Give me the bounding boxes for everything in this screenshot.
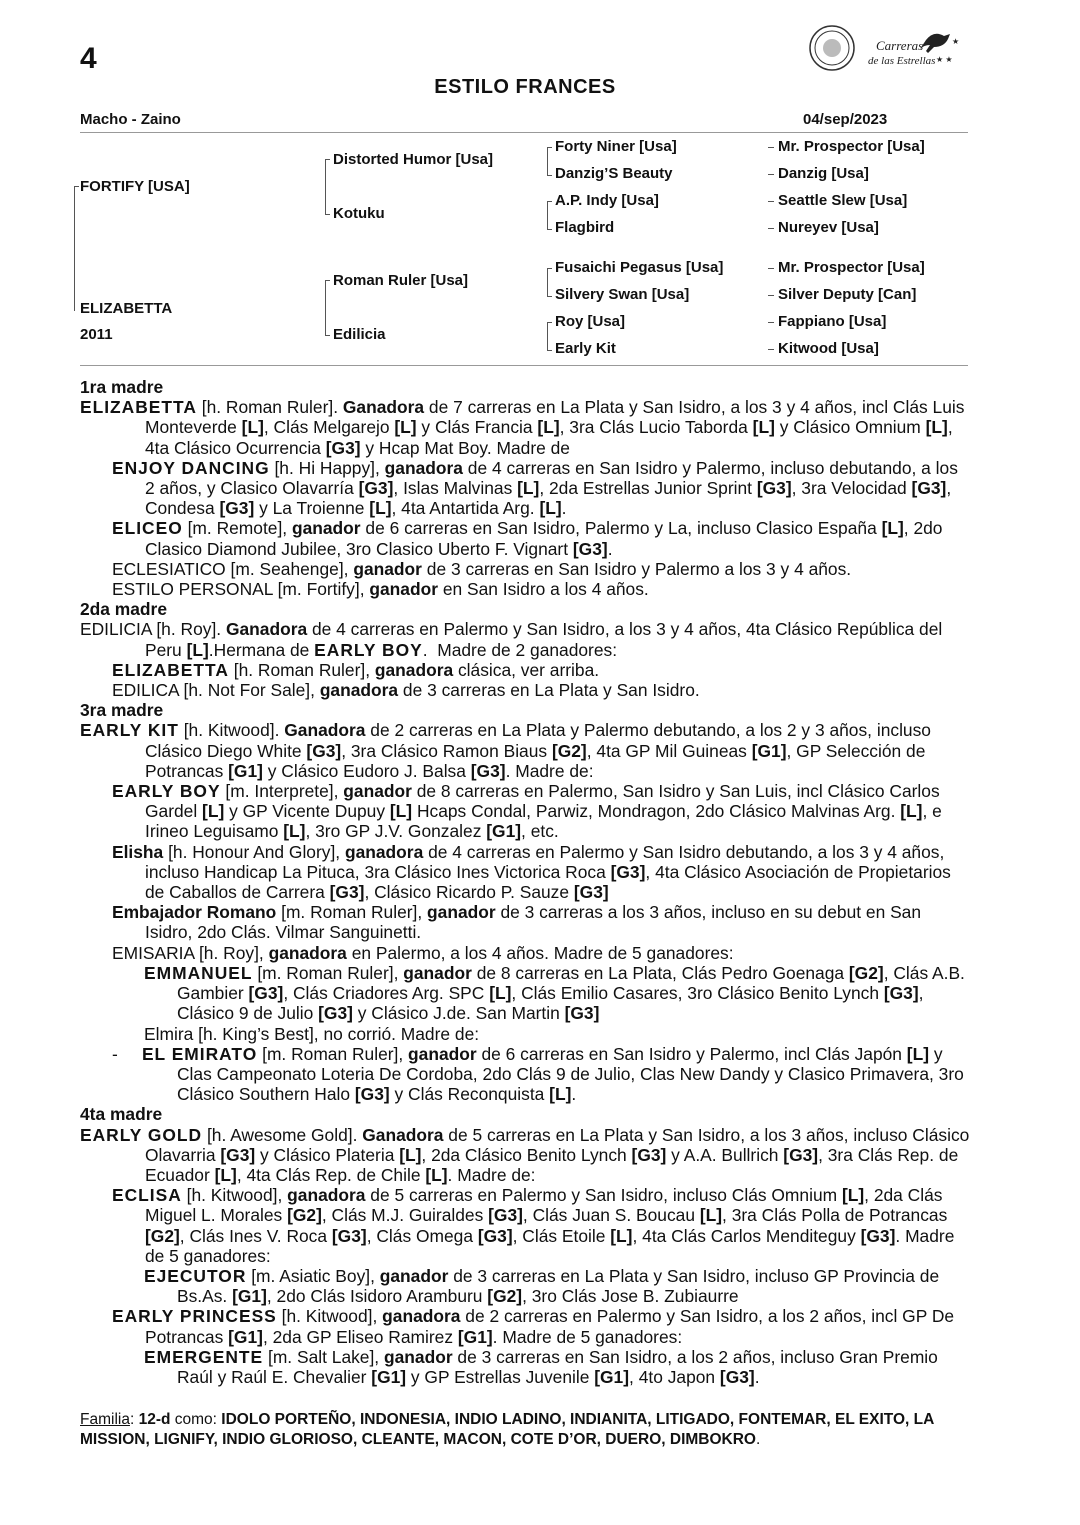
sale-date: 04/sep/2023	[803, 111, 888, 128]
familia-como: como:	[174, 1411, 217, 1428]
entry-edilica: EDILICA [h. Not For Sale], ganadora de 3 carreras en La Plata y San Isidro.	[112, 680, 700, 701]
gen3-bracket-2	[547, 201, 552, 230]
gen4-dash	[768, 295, 774, 296]
entry-early-gold: EARLY GOLD [h. Awesome Gold]. Ganadora de 5 carreras en La Plata y San Isidro, a los 3 años, incluso Clásico Olavarria [G3] y Clásico Plateria [L], 2da Clásico Benito Lynch [G3] y A.A. Bullrich [G3], 3ra Clás Rep. de Ecuador [L], 4ta Clás Rep. de Chile [L]. Madre de:	[80, 1124, 970, 1185]
entry-emmanuel: EMMANUEL [m. Roman Ruler], ganador de 8 carreras en La Plata, Clás Pedro Goenaga [G2], Clás A.B. Gambier [G3], Clás Criadores Arg. SPC [L], Clás Emilio Casares, 3ro Clásico Benito Lynch [G3], Clásico 9 de Julio [G3] y Clásico J.de. San Martin [G3]	[144, 962, 965, 1024]
entry-enjoy-dancing: ENJOY DANCING [h. Hi Happy], ganadora de 4 carreras en San Isidro y Palermo, incluso debutando, a los 2 años, y Clasico Olavarría [G3], Islas Malvinas [L], 2da Estrellas Junior Sprint [G3], 3ra Velocidad [G3], Condesa [G3] y La Troienne [L], 4ta Antartida Arg. [L].	[112, 457, 958, 519]
family-notes	[80, 377, 970, 1387]
svg-text:Carreras: Carreras	[876, 38, 924, 53]
entry-emergente: EMERGENTE [m. Salt Lake], ganador de 3 carreras en San Isidro, a los 2 años, incluso Gran Premio Raúl y Raúl E. Chevalier [G1] y GP Estrellas Juvenile [G1], 4to Japon [G3].	[144, 1346, 938, 1387]
entry-early-boy: EARLY BOY [m. Interprete], ganador de 8 carreras en Palermo, San Isidro y San Luis, incl Clásico Carlos Gardel [L] y GP Vicente Dupuy [L] Hcaps Condal, Parwiz, Mondragon, 2do Clásico Malvinas Arg. [L], e Irineo Leguisamo [L], 3ro GP J.V. Gonzalez [G1], etc.	[112, 781, 942, 842]
dam-sire: Roman Ruler [Usa]	[333, 272, 469, 289]
horse-name: ESTILO FRANCES	[434, 76, 616, 98]
entry-eclesiatico: ECLESIATICO [m. Seahenge], ganador de 3 carreras en San Isidro y Palermo a los 3 y 4 años.	[112, 558, 852, 579]
entry-embajador-romano: Embajador Romano [m. Roman Ruler], ganador de 3 carreras a los 3 años, incluso en su debut en San Isidro, 2do Clás. Vilmar Sanguinetti.	[112, 902, 922, 943]
entry-emisaria: EMISARIA [h. Roy], ganadora en Palermo, a los 4 años. Madre de 5 ganadores:	[112, 942, 734, 963]
gen3-1: Forty Niner [Usa]	[555, 138, 677, 155]
sire-dam: Kotuku	[333, 205, 385, 222]
gen2-bracket-dam	[325, 280, 330, 336]
gen4-dash	[768, 349, 774, 350]
entry-elisha: Elisha [h. Honour And Glory], ganadora de 4 carreras en Palermo y San Isidro debutando, a los 3 y 4 años, incluso Handicap La Pituca, 3ra Clásico Ines Victorica Roca [G3], 4ta Clásico Asociación de Propietarios de Caballos de Carrera [G3], Clásico Ricardo P. Sauze [G3]	[112, 841, 951, 903]
svg-text:★: ★	[952, 37, 960, 46]
gen4-3: Seattle Slew [Usa]	[778, 192, 908, 209]
gen4-dash	[768, 174, 774, 175]
gen3-8: Early Kit	[555, 340, 616, 357]
dam-dam: Edilicia	[333, 326, 386, 343]
dam-name: ELIZABETTA	[80, 300, 173, 317]
gen3-bracket-3	[547, 268, 552, 297]
lot-number: 4	[80, 42, 97, 75]
gen4-dash	[768, 228, 774, 229]
gen3-2: Danzig’S Beauty	[555, 165, 673, 182]
entry-early-princess: EARLY PRINCESS [h. Kitwood], ganadora de 2 carreras en Palermo y San Isidro, a los 2 años, incl GP De Potrancas [G1], 2da GP Eliseo Ramirez [G1]. Madre de 5 ganadores:	[112, 1306, 955, 1347]
gen3-4: Flagbird	[555, 219, 615, 236]
gen4-7: Fappiano [Usa]	[778, 313, 887, 330]
sire-name: FORTIFY [USA]	[80, 178, 190, 195]
event-logo	[808, 22, 968, 80]
gen1-bracket	[74, 186, 79, 311]
entry-elmira: Elmira [h. King’s Best], no corrió. Madre de:	[144, 1023, 480, 1044]
gen3-bracket-4	[547, 322, 552, 351]
gen3-5: Fusaichi Pegasus [Usa]	[555, 259, 724, 276]
gen4-dash	[768, 201, 774, 202]
gen3-6: Silvery Swan [Usa]	[555, 286, 690, 303]
entry-early-kit: EARLY KIT [h. Kitwood]. Ganadora de 2 carreras en La Plata y Palermo debutando, a los 2 y 3 años, incluso Clásico Diego White [G3], 3ra Clásico Ramon Biaus [G2], 4ta GP Mil Guineas [G1], GP Selección de Potrancas [G1] y Clásico Eudoro J. Balsa [G3]. Madre de:	[80, 720, 931, 781]
entry-ejecutor: EJECUTOR [m. Asiatic Boy], ganador de 3 carreras en La Plata y San Isidro, incluso GP Provincia de Bs.As. [G1], 2do Clás Isidoro Aramburu [G2], 3ro Clás Jose B. Zubiaurre	[144, 1265, 940, 1307]
gen4-8: Kitwood [Usa]	[778, 340, 879, 357]
dam-year: 2011	[80, 326, 113, 343]
section-1ra-madre: 1ra madre	[80, 377, 164, 397]
sire-sire: Distorted Humor [Usa]	[333, 151, 494, 168]
familia-code: 12-d	[138, 1411, 171, 1428]
familia-footer: Familia: 12-d como: IDOLO PORTEÑO, INDONESIA, INDIO LADINO, INDIANITA, LITIGADO, FONTEMAR, EL EXITO, LA MISSION, LIGNIFY, INDIO GLORIOSO, CLEANTE, MACON, COTE D’OR, DUERO, DIMBOKRO.	[80, 1411, 934, 1448]
entry-elizabetta: ELIZABETTA [h. Roman Ruler]. Ganadora de 7 carreras en La Plata y San Isidro, a los 3 y 4 años, incl Clás Luis Monteverde [L], Clás Melgarejo [L] y Clás Francia [L], 3ra Clás Lucio Taborda [L] y Clásico Omnium [L], 4ta Clásico Ocurrencia [G3] y Hcap Mat Boy. Madre de	[80, 397, 965, 458]
header-rule	[80, 132, 968, 133]
section-4ta-madre: 4ta madre	[80, 1104, 163, 1125]
svg-text:★ ★: ★ ★	[936, 55, 953, 64]
pedigree-rule	[80, 365, 968, 366]
entry-eclisa: ECLISA [h. Kitwood], ganadora de 5 carreras en Palermo y San Isidro, incluso Clás Omnium [L], 2da Clás Miguel L. Morales [G2], Clás M.J. Guiraldes [G3], Clás Juan S. Boucau [L], 3ra Clás Polla de Potrancas [G2], Clás Ines V. Roca [G3], Clás Omega [G3], Clás Etoile [L], 4ta Clás Carlos Menditeguy [G3]. Madre de 5 ganadores:	[112, 1185, 955, 1266]
gen3-3: A.P. Indy [Usa]	[555, 192, 659, 209]
gen4-dash	[768, 268, 774, 269]
svg-text:de las Estrellas: de las Estrellas	[868, 55, 936, 67]
entry-elizabetta-2: ELIZABETTA [h. Roman Ruler], ganadora clásica, ver arriba.	[112, 659, 600, 680]
gen3-7: Roy [Usa]	[555, 313, 626, 330]
entry-edilicia: EDILICIA [h. Roy]. Ganadora de 4 carreras en Palermo y San Isidro, a los 3 y 4 años, 4ta Clásico República del Peru [L].Hermana de EARLY BOY. Madre de 2 ganadores:	[80, 619, 943, 660]
gen4-5: Mr. Prospector [Usa]	[778, 259, 925, 276]
sex-color: Macho - Zaino	[80, 111, 181, 128]
gen4-2: Danzig [Usa]	[778, 165, 869, 182]
entry-eliceo: ELICEO [m. Remote], ganador de 6 carreras en San Isidro, Palermo y La, incluso Clasico España [L], 2do Clasico Diamond Jubilee, 3ro Clasico Uberto F. Vignart [G3].	[112, 518, 943, 559]
familia-list: IDOLO PORTEÑO, INDONESIA, INDIO LADINO, INDIANITA, LITIGADO, FONTEMAR, EL EXITO, LA MISSION, LIGNIFY, INDIO GLORIOSO, CLEANTE, MACON, COTE D’OR, DUERO, DIMBOKRO	[80, 1411, 934, 1448]
gen4-dash	[768, 147, 774, 148]
gen4-6: Silver Deputy [Can]	[778, 286, 917, 303]
familia-label: Familia	[80, 1411, 130, 1428]
gen4-dash	[768, 322, 774, 323]
gen2-bracket-sire	[325, 159, 330, 215]
section-2da-madre: 2da madre	[80, 599, 167, 620]
gen4-4: Nureyev [Usa]	[778, 219, 879, 236]
section-3ra-madre: 3ra madre	[80, 700, 164, 721]
entry-estilo-personal: ESTILO PERSONAL [m. Fortify], ganador en San Isidro a los 4 años.	[112, 579, 649, 600]
gen3-bracket-1	[547, 147, 552, 176]
gen4-1: Mr. Prospector [Usa]	[778, 138, 925, 155]
entry-el-emirato: - EL EMIRATO [m. Roman Ruler], ganador de 6 carreras en San Isidro y Palermo, incl Clás Japón [L] y Clas Campeonato Loteria De Cordoba, 2do Clás 9 de Julio, Clas New Dandy y Clasico Primavera, 3ro Clásico Southern Halo [G3] y Clás Reconquista [L].	[112, 1043, 964, 1105]
